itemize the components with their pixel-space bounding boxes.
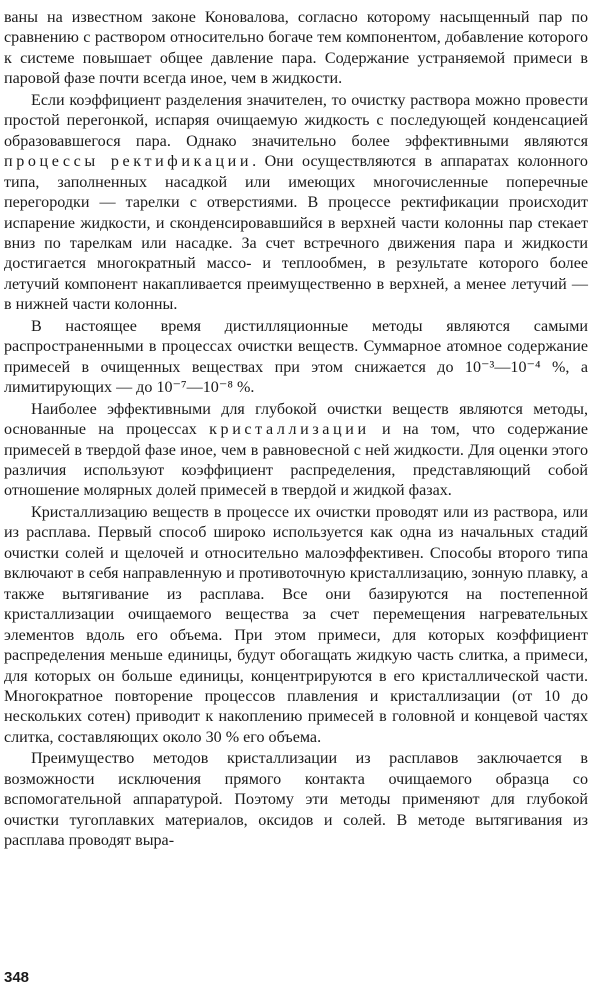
text-segment: Наиболее эффективными для глубокой очистки веществ являются методы, основанные на процессах bbox=[4, 400, 588, 439]
paragraph-distillation-methods bbox=[4, 317, 588, 399]
spaced-term: процессы ректификации bbox=[4, 153, 253, 171]
text-segment: и на том, что содержание примесей в твердой фазе иное, чем в равновесной с ней жидкости. Для оценки этого различия используют коэффициент распределения, представляющий собой отношение молярных долей примесей в твердой и жидкой фазах. bbox=[4, 421, 589, 500]
text-segment: ваны на известном законе Коновалова, согласно которому насыщенный пар по сравнению с раствором относительно богаче тем компонентом, добавление которого к системе повышает общее давление пара. Содержание устраняемой примеси в паровой фазе почти всегда иное, чем в жидкости. bbox=[4, 9, 588, 88]
page-number: 348 bbox=[4, 969, 30, 986]
paragraph-melt-advantages bbox=[4, 749, 588, 851]
paragraph-konovalov-law bbox=[4, 8, 588, 90]
text-segment: . Они осуществляются в аппаратах колонного типа, заполненных насадкой или имеющих многочисленные поперечные перегородки — тарелки с отверстиями. В процессе ректификации происходит испарение жидкости, и сконденсировавшийся в верхней части колонны пар стекает вниз по тарелкам или насадке. За счет встречного движения пара и жидкости достигается многократный массо- и теплообмен, в результате которого более летучий компонент накапливается преимущественно в верхней, а менее летучий — в нижней части колонны. bbox=[4, 153, 588, 314]
body-text bbox=[4, 8, 588, 852]
paragraph-rectification bbox=[4, 91, 588, 316]
paragraph-crystallization bbox=[4, 400, 588, 502]
text-segment: Кристаллизацию веществ в процессе их очистки проводят или из раствора, или из расплава. Первый способ широко используется как одна из начальных стадий очистки солей и щелочей и относительно малоэффективен. Способы второго типа включают в себя направленную и противоточную кристаллизацию, зонную плавку, а также вытягивание из расплава. Все они базируются на постепенной кристаллизации очищаемого вещества за счет перемещения нагревательных элементов вдоль его объема. При этом примеси, для которых коэффициент распределения меньше единицы, будут обогащать жидкую часть слитка, а примеси, для которых он больше единицы, концентрируются в его кристаллической части. Многократное повторение процессов плавления и кристаллизации (от 10 до нескольких сотен) приводит к накоплению примесей в головной и концевой частях слитка, составляющих около 30 % его объема. bbox=[4, 503, 588, 746]
text-segment: В настоящее время дистилляционные методы являются самыми распространенными в процессах очистки веществ. Суммарное атомное содержание примесей в очищенных веществах при этом снижается до 10⁻³—10⁻⁴ %, а лимитирующих — до 10⁻⁷—10⁻⁸ %. bbox=[4, 317, 588, 397]
paragraph-crystallization-methods bbox=[4, 503, 588, 748]
spaced-term: кристаллизации bbox=[209, 421, 370, 439]
text-segment: Преимущество методов кристаллизации из расплавов заключается в возможности исключения прямого контакта очищаемого образца со вспомогательной аппаратурой. Поэтому эти методы применяют для глубокой очистки тугоплавких материалов, оксидов и солей. В методе вытягивания из расплава проводят выра- bbox=[4, 750, 588, 850]
text-segment: Если коэффициент разделения значителен, то очистку раствора можно провести простой перегонкой, испаряя очищаемую жидкость с последующей конденсацией образовавшегося пара. Однако значительно более эффективными являются bbox=[4, 91, 588, 150]
